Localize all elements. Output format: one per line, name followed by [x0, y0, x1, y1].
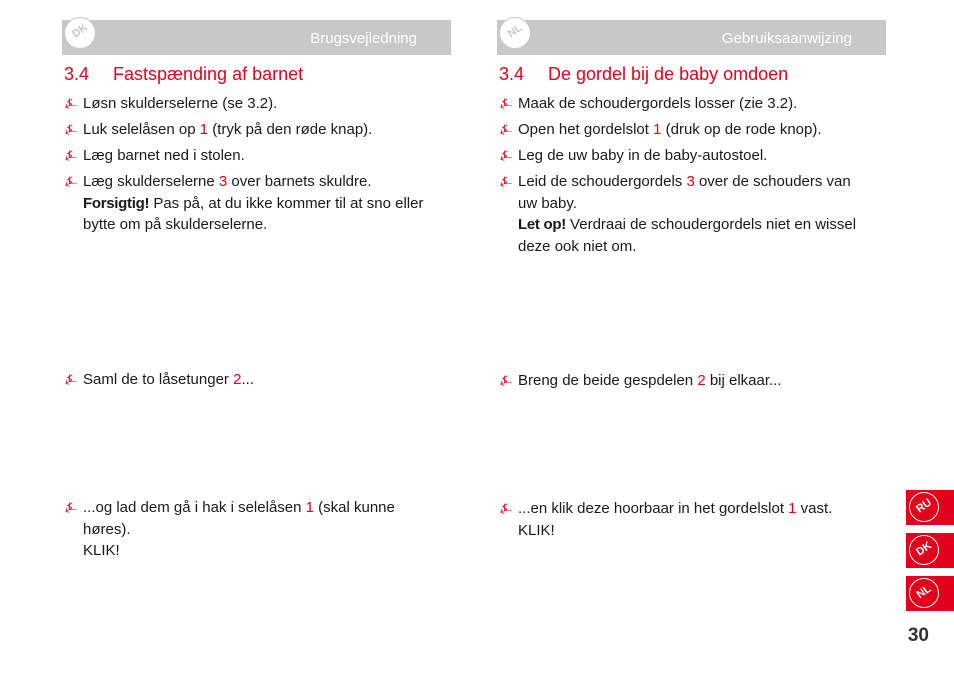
instruction-step: [65, 119, 445, 141]
part-number: 2: [697, 372, 706, 389]
part-number: 1: [653, 121, 662, 138]
ru-badge-icon: RU: [909, 492, 939, 522]
section-number: 3.4: [64, 64, 90, 84]
arrow-icon: ⍼: [500, 95, 513, 111]
language-badge-nl: NL: [499, 17, 531, 49]
header-bar: [497, 20, 886, 55]
step-text: Læg barnet ned i stolen.: [83, 147, 245, 164]
arrow-icon: ⍼: [500, 372, 513, 388]
section-number: 3.4: [499, 64, 525, 84]
header-bar: [62, 20, 451, 55]
arrow-icon: ⍼: [500, 500, 513, 516]
language-tab-dk[interactable]: [906, 533, 954, 568]
part-number: 1: [305, 499, 314, 516]
warning-label: Forsigtig!: [83, 194, 150, 212]
language-tab-nl[interactable]: [906, 576, 954, 611]
arrow-icon: ⍼: [500, 173, 513, 189]
instruction-step: [65, 497, 445, 562]
click-text: KLIK!: [518, 521, 555, 539]
arrow-icon: ⍼: [65, 95, 78, 111]
warning-label: Let op!: [518, 216, 566, 233]
step-text: Breng de beide gespdelen 2 bij elkaar...: [518, 372, 782, 389]
instruction-step: [65, 145, 445, 167]
nl-badge-icon: NL: [909, 578, 939, 608]
instruction-step: [500, 119, 880, 141]
instruction-step: [500, 498, 880, 541]
step-text: Læg skulderselerne 3 over barnets skuldre. Forsigtig! Pas på, at du ikke kommer til at sno eller bytte om på skulderselerne.: [83, 173, 424, 233]
step-text: Leg de uw baby in de baby-autostoel.: [518, 147, 768, 164]
step-text: Løsn skulderselerne (se 3.2).: [83, 95, 278, 112]
section-heading: De gordel bij de baby omdoen: [548, 64, 789, 84]
step-text: Maak de schoudergordels losser (zie 3.2).: [518, 95, 798, 112]
section-title: [64, 64, 303, 85]
arrow-icon: ⍼: [65, 121, 78, 137]
step-text: ...og lad dem gå i hak i selelåsen 1 (skal kunne høres). KLIK!: [83, 499, 395, 559]
section-title: [499, 64, 788, 85]
header-title: Gebruiksaanwijzing: [721, 30, 852, 47]
step-text: Saml de to låsetunger 2...: [83, 371, 254, 388]
arrow-icon: ⍼: [65, 173, 78, 189]
section-heading: Fastspænding af barnet: [113, 64, 304, 84]
instruction-step: [65, 369, 445, 391]
language-tab-ru[interactable]: [906, 490, 954, 525]
header-title: Brugsvejledning: [310, 30, 417, 47]
arrow-icon: ⍼: [65, 147, 78, 163]
step-text: Open het gordelslot 1 (druk op de rode knop).: [518, 121, 822, 138]
part-number: 2: [233, 371, 242, 388]
step-text: Leid de schoudergordels 3 over de schouders van uw baby. Let op! Verdraai de schoudergordels niet en wissel deze ook niet om.: [518, 173, 857, 255]
arrow-icon: ⍼: [65, 499, 78, 515]
page-number: 30: [907, 625, 929, 646]
part-number: 3: [686, 173, 695, 190]
click-text: KLIK!: [83, 542, 120, 559]
part-number: 1: [788, 500, 797, 517]
instruction-step: [65, 171, 440, 236]
language-badge-dk: DK: [64, 17, 96, 49]
instruction-step: [500, 145, 880, 167]
arrow-icon: ⍼: [65, 371, 78, 387]
arrow-icon: ⍼: [500, 147, 513, 163]
dk-badge-icon: DK: [909, 535, 939, 565]
instruction-step: [500, 171, 872, 257]
instruction-step: [500, 370, 880, 392]
part-number: 1: [199, 121, 209, 138]
arrow-icon: ⍼: [500, 121, 513, 137]
instruction-step: [500, 93, 880, 115]
part-number: 3: [218, 173, 228, 190]
step-text: Luk selelåsen op 1 (tryk på den røde knap).: [83, 121, 373, 138]
instruction-step: [65, 93, 445, 115]
step-text: ...en klik deze hoorbaar in het gordelslot 1 vast. KLIK!: [518, 500, 833, 539]
